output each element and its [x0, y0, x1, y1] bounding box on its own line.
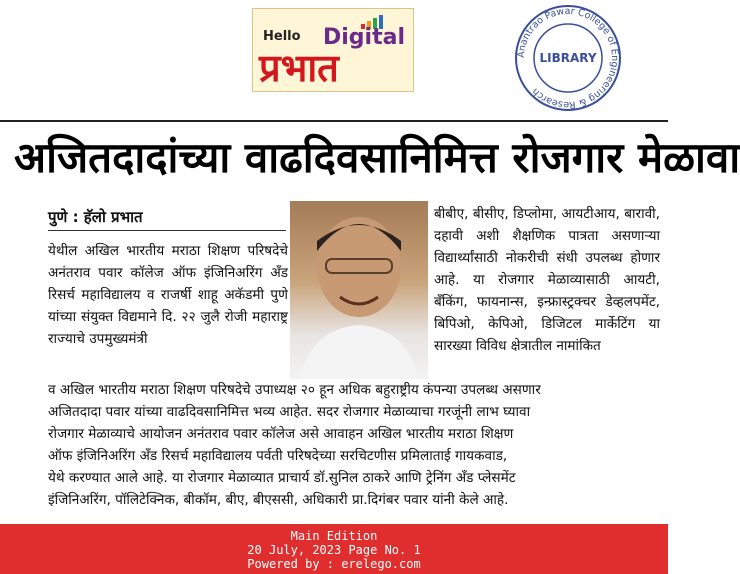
- article-column-3: बीबीए, बीसीए, डिप्लोमा, आयटीआय, बारावी, दहावी अशी शैक्षणिक पात्रता असणाऱ्या विद्यार्थ्यांसाठी नोकरीची संधी उपलब्ध होणार आहे. या रोजगार मेळाव्यासाठी आयटी, बँकिंग, फायनान्स, इन्फ्रास्ट्रक्चर डेव्हलपमेंट, बिपिओ, केपिओ, डिजिटल मार्केटिंग या सारख्या विविध क्षेत्रातील नामांकित: [434, 206, 660, 354]
- header-divider: [0, 120, 668, 122]
- hello-prabhat-logo: [252, 8, 414, 92]
- edition-footer: [0, 524, 668, 574]
- article-line: रोजगार मेळाव्याचे आयोजन अनंतराव पवार कॉलेज असे आवाहन अखिल भारतीय मराठा शिक्षण: [48, 426, 514, 442]
- logo-brand: प्रभात: [259, 46, 339, 90]
- article-line: येथे करण्यात आले आहे. या रोजगार मेळाव्यात प्राचार्य डॉ.सुनिल ठाकरे आणि ट्रेनिंग अँड प्लेसमेंट: [48, 470, 516, 486]
- seal-ring-text: Anantrao Pawar College of Engineering & Research: [515, 5, 621, 111]
- article-headline: अजितदादांच्या वाढदिवसानिमित्त रोजगार मेळावा: [14, 133, 740, 182]
- logo-digital: Digital: [323, 25, 405, 50]
- article-lower-section: [48, 379, 660, 511]
- library-seal: [500, 4, 636, 112]
- footer-edition: Main Edition: [290, 529, 378, 543]
- article-column-1: येथील अखिल भारतीय मराठा शिक्षण परिषदेचे अनंतराव पवार कॉलेज ऑफ इंजिनिअरिंग अँड रिसर्च महाविद्यालय व राजर्षी शाहू अकॅडमी पुणे यांच्या संयुक्त विद्यमाने दि. २२ जुलै रोजी महाराष्ट्र राज्याचे उपमुख्यमंत्री: [48, 243, 288, 347]
- footer-date-page: 20 July, 2023 Page No. 1: [247, 543, 421, 557]
- logo-hello: Hello: [263, 29, 301, 44]
- article-line: ऑफ इंजिनिअरिंग अँड रिसर्च महाविद्यालय पर्वती परिषदेच्या सरचिटणीस प्रमिलाताई गायकवाड,: [48, 448, 508, 464]
- dateline-divider: [48, 230, 286, 231]
- article-line: अजितदादा पवार यांच्या वाढदिवसानिमित्त भव्य आहेत. सदर रोजगार मेळाव्याचा गरजूंनी लाभ घ्यावा: [48, 404, 531, 420]
- article-dateline: पुणे : हॅलो प्रभात: [48, 208, 143, 226]
- footer-powered-by[interactable]: Powered by : erelego.com: [247, 557, 421, 571]
- seal-center-label: LIBRARY: [539, 51, 597, 65]
- article-line: व अखिल भारतीय मराठा शिक्षण परिषदेचे उपाध्यक्ष २० हून अधिक बहुराष्ट्रीय कंपन्या उपलब्ध असणार: [48, 382, 541, 398]
- article-line: इंजिनिअरिंग, पॉलिटेक्निक, बीकॉम, बीए, बीएससी, अधिकारी प्रा.दिगंबर पवार यांनी केले आहे.: [48, 492, 509, 508]
- portrait-illustration: [290, 201, 428, 379]
- portrait-photo: [290, 201, 428, 379]
